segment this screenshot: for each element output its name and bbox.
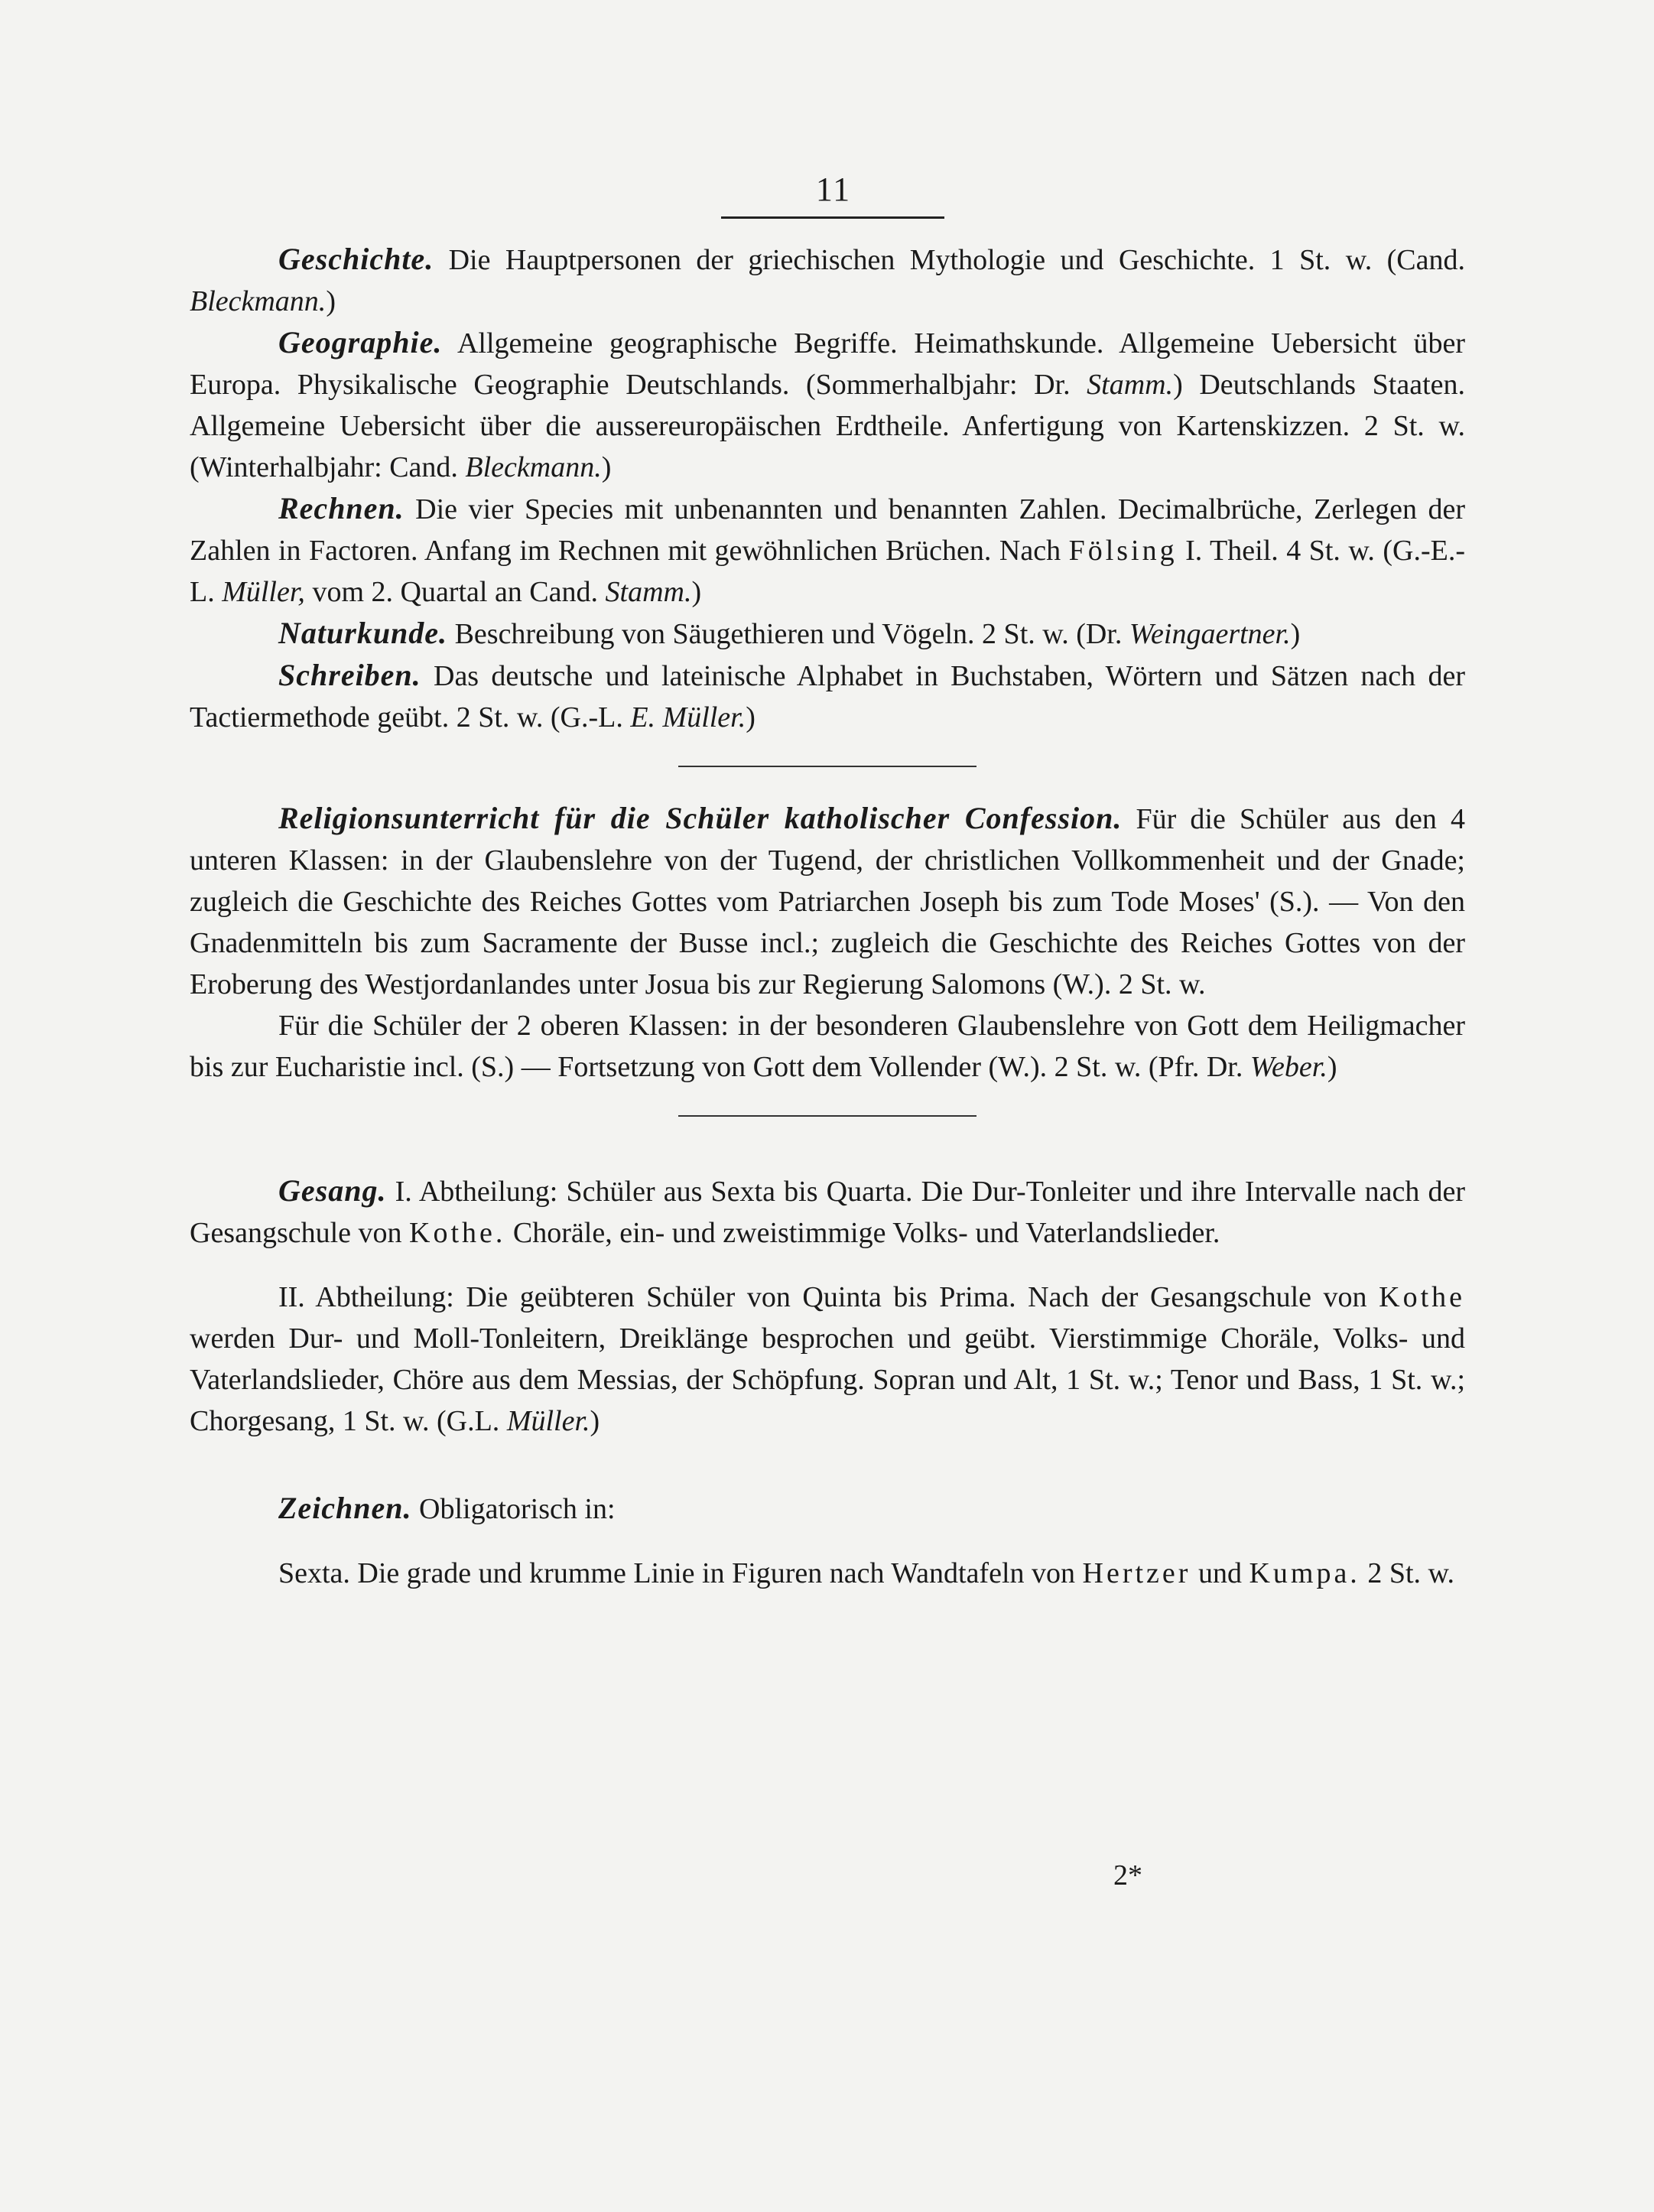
author-name: Kothe: [1379, 1281, 1465, 1313]
heading-zeichnen: Zeichnen.: [278, 1491, 412, 1525]
text: ): [326, 285, 336, 317]
text: Beschreibung von Säugethieren und Vögeln. 2 St. w. (Dr.: [447, 618, 1129, 650]
section-geschichte: [190, 239, 1465, 322]
heading-geographie: Geographie.: [278, 325, 443, 359]
text: Die Hauptpersonen der griechischen Mythologie und Geschichte. 1 St. w. (Cand.: [434, 244, 1465, 276]
text: I. Abtheilung: Schüler aus Sexta bis Quarta. Die Dur-Tonleiter und ihre Intervalle nach der Gesangschule von: [190, 1176, 1465, 1249]
text: ): [590, 1405, 600, 1437]
text: ) Deutschlands Staaten. Allgemeine Uebersicht über die aussereuropäischen Erdtheile. Anfertigung von Kartenskizzen. 2 St. w. (Winterhalbjahr: Cand.: [190, 369, 1465, 483]
section-rechnen: [190, 488, 1465, 613]
text: werden Dur- und Moll-Tonleitern, Dreiklänge besprochen und geübt. Vierstimmige Choräle, Volks- und Vaterlandslieder, Chöre aus dem Messias, der Schöpfung. Sopran und Alt, 1 St. w.; Tenor und Bass, 1 St. w.; Chorgesang, 1 St. w. (G.L.: [190, 1322, 1465, 1437]
spacer: [190, 1147, 1465, 1170]
author-name: Hertzer: [1082, 1557, 1191, 1589]
text: ): [691, 576, 702, 608]
text: vom 2. Quartal an Cand.: [304, 576, 606, 608]
text: I. Theil. 4 St. w. (G.-E.-L.: [190, 535, 1465, 608]
teacher-name: Müller.: [506, 1405, 590, 1437]
section-geographie: [190, 322, 1465, 488]
heading-rechnen: Rechnen.: [278, 491, 405, 525]
section-schreiben: [190, 655, 1465, 738]
author-name: Kothe.: [409, 1217, 506, 1249]
text: Für die Schüler aus den 4 unteren Klassen: in der Glaubenslehre von der Tugend, der christlichen Vollkommenheit und der Gnade; zugleich die Geschichte des Reiches Gottes vom Patriarchen Joseph bis zum Tode Moses' (S.). — Von den Gnadenmitteln bis zum Sacramente der Busse incl.; zugleich die Geschichte des Reiches Gottes von der Eroberung des Westjordanlandes unter Josua bis zur Regierung Salomons (W.). 2 St. w.: [190, 803, 1465, 1000]
section-zeichnen-para-2: [190, 1553, 1465, 1594]
text: Das deutsche und lateinische Alphabet in Buchstaben, Wörtern und Sätzen nach der Tactiermethode geübt. 2 St. w. (G.-L.: [190, 660, 1465, 734]
teacher-name: Bleckmann.: [190, 285, 327, 317]
spacer: [190, 1254, 1465, 1277]
author-name: Kumpa.: [1249, 1557, 1360, 1589]
heading-gesang: Gesang.: [278, 1173, 387, 1208]
page-number: 11: [815, 171, 852, 208]
text: Choräle, ein- und zweistimmige Volks- und Vaterlandslieder.: [505, 1217, 1220, 1249]
text: ): [746, 701, 756, 734]
teacher-name: Stamm.: [605, 576, 692, 608]
heading-geschichte: Geschichte.: [278, 242, 434, 276]
spacer: [190, 1442, 1465, 1488]
text: II. Abtheilung: Die geübteren Schüler von Quinta bis Prima. Nach der Gesangschule von: [278, 1281, 1379, 1313]
heading-naturkunde: Naturkunde.: [278, 616, 448, 650]
teacher-name: Bleckmann.: [465, 451, 602, 483]
text: Sexta. Die grade und krumme Linie in Figuren nach Wandtafeln von: [278, 1557, 1083, 1589]
section-gesang: [190, 1170, 1465, 1254]
heading-religion: Religionsunterricht für die Schüler katholischer Confession.: [278, 801, 1123, 835]
teacher-name: E. Müller.: [630, 701, 746, 734]
text: 2 St. w.: [1360, 1557, 1454, 1589]
text: ): [601, 451, 612, 483]
section-divider: [678, 766, 976, 767]
author-name: Fölsing: [1068, 535, 1178, 567]
section-naturkunde: [190, 613, 1465, 655]
teacher-name: Weingaertner.: [1129, 618, 1291, 650]
text: Allgemeine geographische Begriffe. Heimathskunde. Allgemeine Uebersicht über Europa. Physikalische Geographie Deutschlands. (Sommerhalbjahr: Dr.: [190, 327, 1465, 401]
document-body: [190, 239, 1465, 1594]
text: und: [1191, 1557, 1249, 1589]
section-zeichnen: [190, 1488, 1465, 1530]
spacer: [190, 1530, 1465, 1553]
section-divider: [678, 1115, 976, 1117]
teacher-name: Weber.: [1249, 1051, 1327, 1083]
text: Obligatorisch in:: [411, 1493, 616, 1525]
text: ): [1327, 1051, 1337, 1083]
section-religion-para-2: [190, 1005, 1465, 1088]
teacher-name: Müller,: [222, 576, 305, 608]
text: Die vier Species mit unbenannten und benannten Zahlen. Decimalbrüche, Zerlegen der Zahlen in Factoren. Anfang im Rechnen mit gewöhnlichen Brüchen. Nach: [190, 493, 1465, 567]
section-gesang-para-2: [190, 1277, 1465, 1442]
teacher-name: Stamm.: [1087, 369, 1174, 401]
section-religion: [190, 798, 1465, 1005]
heading-schreiben: Schreiben.: [278, 658, 421, 692]
signature-mark: 2*: [1113, 1859, 1142, 1892]
text: Für die Schüler der 2 oberen Klassen: in der besonderen Glaubenslehre von Gott dem Heiligmacher bis zur Eucharistie incl. (S.) — Fortsetzung von Gott dem Vollender (W.). 2 St. w. (Pfr. Dr.: [190, 1010, 1465, 1083]
text: ): [1290, 618, 1301, 650]
header-rule: [721, 216, 944, 219]
